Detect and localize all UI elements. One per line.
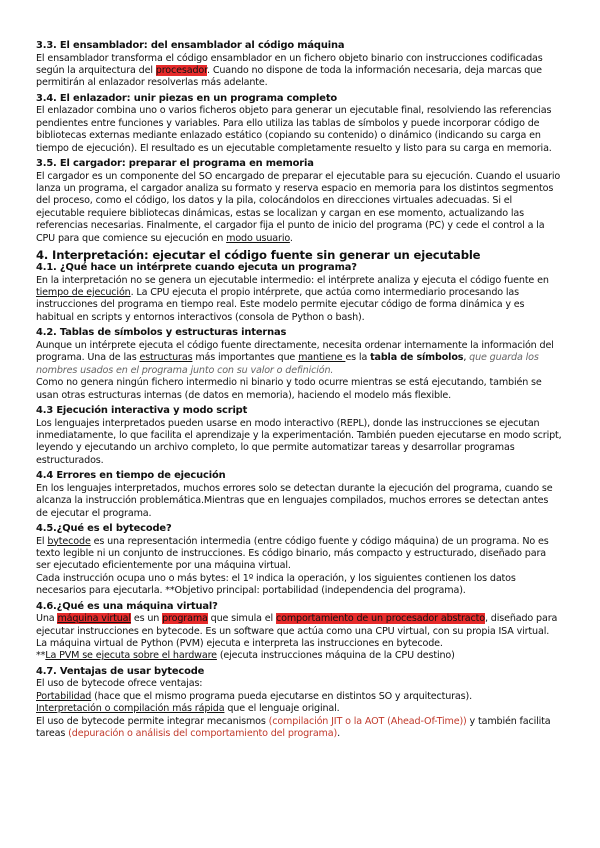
text: es una representación intermedia (entre código fuente y código máquina) de un programa. No es texto legible ni un conjunto de instrucciones. Es código binario, más compacto y estructurado, diseñado para ser ejecutado eficientemente por una máquina virtual. [36,535,549,572]
section-4-6 [36,601,562,663]
section-3-5 [36,158,562,245]
text: El uso de bytecode permite integrar mecanismos [36,715,269,727]
red-text: (depuración o análisis del comportamiento del programa) [68,728,338,739]
paragraph: Cada instrucción ocupa uno o más bytes: el 1º indica la operación, y los siguientes contienen los datos necesarios para ejecutarla. **Objetivo principal: portabilidad (independencia del programa). [36,572,516,597]
text: . [289,232,293,244]
section-title: 4.6.¿Qué es una máquina virtual? [36,600,218,612]
underlined-text: bytecode [47,535,91,547]
paragraph [36,716,562,741]
section-4-3 [36,405,562,467]
section-title: 4.7. Ventajas de usar bytecode [36,665,205,677]
section-title: 4.1. ¿Qué hace un intérprete cuando ejecuta un programa? [36,262,357,274]
paragraph: En los lenguajes interpretados, muchos errores solo se detectan durante la ejecución del programa, cuando se alcanza la instrucción problemática.Mientras que en lenguajes compilados, muchos errores se detectan antes de ejecutar el programa. [36,482,553,519]
text: y también facilita tareas [36,715,551,739]
paragraph [36,536,562,573]
highlight: máquina virtual [57,613,131,625]
section-4-2 [36,327,562,402]
paragraph [36,171,562,245]
section-title: 3.5. El cargador: preparar el programa en memoria [36,158,314,170]
red-text: (compilación JIT o la AOT (Ahead-Of-Time)) [268,715,467,727]
text: . Cuando no dispone de toda la información necesaria, deja marcas que permitirán al enlazador resolverlas más adelante. [36,65,542,89]
text: , [463,352,470,364]
paragraph [36,275,562,325]
paragraph [36,613,562,638]
section-title: 3.3. El ensamblador: del ensamblador al código máquina [36,40,345,51]
text: es la [345,352,371,364]
underlined-text: La PVM se ejecuta sobre el hardware [45,650,217,662]
highlight: procesador [155,65,208,76]
paragraph [36,691,562,703]
section-3-3 [36,40,562,90]
text: , diseñado para ejecutar instrucciones en bytecode. Es un software que actúa como una CPU virtual, con su propia ISA virtual. [36,613,558,637]
paragraph [36,703,562,715]
text: Una [36,613,58,625]
underlined-text: modo usuario [226,232,290,244]
text: es un [130,613,163,625]
underlined-text: estructuras [139,352,193,364]
section-title: 4.4 Errores en tiempo de ejecución [36,470,226,482]
paragraph: Como no genera ningún fichero intermedio ni binario y todo ocurre mientras se está ejecutando, también se usan otras estructuras internas (de datos en memoria), haciendo el modelo más flexible. [36,377,542,401]
highlight: programa [162,613,208,625]
text: más importantes que [192,352,299,364]
paragraph [36,53,562,90]
section-title: 4.2. Tablas de símbolos y estructuras internas [36,327,287,339]
section-title: 4.5.¿Qué es el bytecode? [36,522,172,534]
underlined-text: Portabilidad [36,690,92,702]
text: que simula el [207,613,276,625]
italic-note: que guarda los nombres usados en el programa junto con su valor o definición. [36,352,539,376]
paragraph: El enlazador combina uno o varios ficheros objeto para generar un ejecutable final, resolviendo las referencias pendientes entre funciones y variables. Para ello utiliza las tablas de símbolos y puede incorporar código de bibliotecas externas mediante enlazado estático (copiando su contenido) o dinámico (indicando su carga en tiempo de ejecución). El resultado es un ejecutable completamente resuelto y listo para su carga en memoria. [36,105,552,154]
section-title: 3.4. El enlazador: unir piezas en un programa completo [36,92,338,104]
text: En la interpretación no se genera un ejecutable intermedio: el intérprete analiza y ejecuta el código fuente en [36,274,549,286]
text: El [36,535,48,547]
paragraph: La máquina virtual de Python (PVM) ejecuta e interpreta las instrucciones en bytecode. [36,637,443,649]
bold-text: tabla de símbolos [370,352,464,364]
section-title: 4.3 Ejecución interactiva y modo script [36,404,248,416]
underlined-text: tiempo de ejecución [36,287,131,299]
text: (ejecuta instrucciones máquina de la CPU destino) [216,650,455,662]
paragraph: El uso de bytecode ofrece ventajas: [36,678,203,690]
section-4-5 [36,523,562,598]
paragraph [36,340,562,377]
underlined-text: Interpretación o compilación más rápida [36,703,225,715]
text: (hace que el mismo programa pueda ejecutarse en distintos SO y arquitecturas). [91,690,472,702]
text: . La CPU ejecuta el propio intérprete, que actúa como intermediario procesando las instrucciones del programa en tiempo real. Este modelo permite ejecutar código de forma dinámica y es habitual en scripts y entornos interactivos (consola de Python o bash). [36,287,525,323]
section-4-1 [36,262,562,324]
text: El cargador es un componente del SO encargado de preparar el ejecutable para su ejecución. Cuando el usuario lanza un programa, el cargador analiza su formato y reserva espacio en memoria para los distintos segmentos del proceso, como el código, los datos y la pila, colocándolos en direcciones virtuales adecuadas. Si el ejecutable requiere bibliotecas dinámicas, estas se localizan y cargan en ese momento, actualizando las referencias necesarias. Finalmente, el cargador fija el punto de inicio del programa (PC) y cede el control a la CPU para que comience su ejecución en [36,170,561,244]
text: ** [36,650,46,662]
paragraph: Los lenguajes interpretados pueden usarse en modo interactivo (REPL), donde las instrucciones se ejecutan inmediatamente, lo que facilita el aprendizaje y la experimentación. También pueden ejecutarse en modo script, leyendo y ejecutando un archivo completo, lo que permite automatizar tareas y desarrollar programas estructurados. [36,417,562,466]
section-4-4 [36,470,562,520]
paragraph [36,650,562,662]
highlight: comportamiento de un procesador abstracto [275,613,485,625]
section-3-4 [36,93,562,155]
underlined-text: mantiene [298,352,346,364]
text: Aunque un intérprete ejecuta el código fuente directamente, necesita ordenar internamente la información del programa. Una de las [36,339,554,364]
text: . [337,728,340,739]
text: El ensamblador transforma el código ensamblador en un fichero objeto binario con instrucciones codificadas según la arquitectura del [36,52,543,76]
text: que el lenguaje original. [224,703,340,715]
chapter-title: 4. Interpretación: ejecutar el código fuente sin generar un ejecutable [36,248,481,263]
section-4-7 [36,666,562,741]
